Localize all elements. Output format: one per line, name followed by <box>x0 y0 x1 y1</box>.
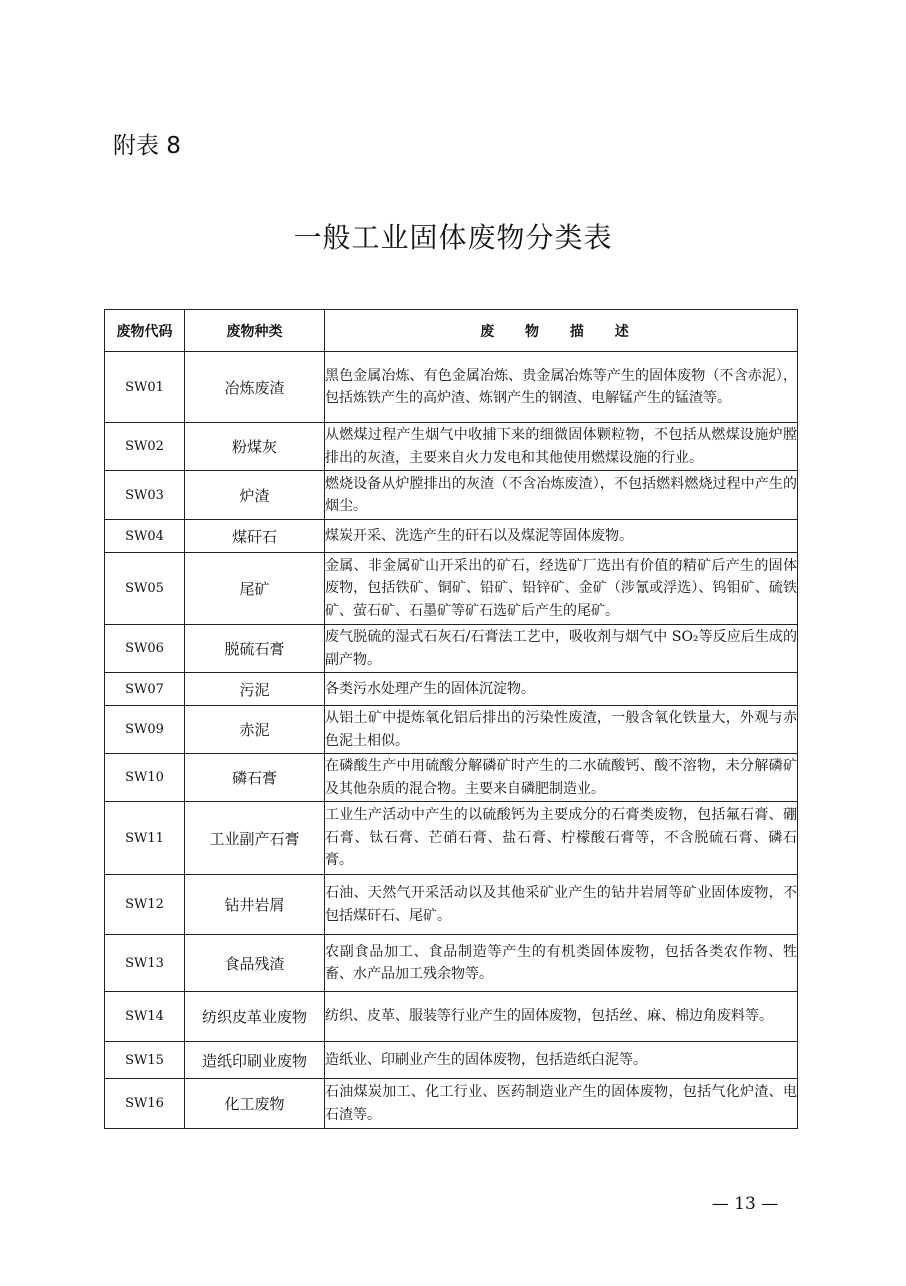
table-row <box>105 1079 798 1129</box>
waste-type-cell: 煤矸石 <box>185 520 325 553</box>
waste-description-cell: 废气脱硫的湿式石灰石/石膏法工艺中，吸收剂与烟气中 SO₂等反应后生成的副产物。 <box>325 625 798 673</box>
header-waste-code: 废物代码 <box>105 310 185 352</box>
waste-description-cell: 金属、非金属矿山开采出的矿石，经选矿厂选出有价值的精矿后产生的固体废物，包括铁矿、铜矿、铅矿、铅锌矿、金矿（涉氰或浮选）、钨钼矿、硫铁矿、萤石矿、石墨矿等矿石选矿后产生的尾矿。 <box>325 553 798 625</box>
waste-type-cell: 磷石膏 <box>185 754 325 802</box>
waste-description-cell: 黑色金属冶炼、有色金属冶炼、贵金属冶炼等产生的固体废物（不含赤泥），包括炼铁产生的高炉渣、炼钢产生的钢渣、电解锰产生的锰渣等。 <box>325 352 798 423</box>
table-row <box>105 423 798 471</box>
waste-description-cell: 煤炭开采、洗选产生的矸石以及煤泥等固体废物。 <box>325 520 798 553</box>
waste-code-cell: SW14 <box>105 992 185 1042</box>
waste-type-cell: 化工废物 <box>185 1079 325 1129</box>
waste-type-cell: 赤泥 <box>185 706 325 754</box>
appendix-label: 附表 8 <box>113 133 181 159</box>
table-row <box>105 875 798 935</box>
table-row <box>105 673 798 706</box>
waste-type-cell: 炉渣 <box>185 471 325 520</box>
table-row <box>105 471 798 520</box>
table-row <box>105 520 798 553</box>
waste-type-cell: 食品残渣 <box>185 935 325 992</box>
waste-code-cell: SW02 <box>105 423 185 471</box>
waste-classification-table <box>104 309 798 1129</box>
waste-description-cell: 从燃煤过程产生烟气中收捕下来的细微固体颗粒物，不包括从燃煤设施炉膛排出的灰渣，主要来自火力发电和其他使用燃煤设施的行业。 <box>325 423 798 471</box>
waste-type-cell: 冶炼废渣 <box>185 352 325 423</box>
waste-description-cell: 燃烧设备从炉膛排出的灰渣（不含冶炼废渣），不包括燃料燃烧过程中产生的烟尘。 <box>325 471 798 520</box>
waste-description-cell: 石油、天然气开采活动以及其他采矿业产生的钻井岩屑等矿业固体废物，不包括煤矸石、尾矿。 <box>325 875 798 935</box>
table-row <box>105 352 798 423</box>
waste-type-cell: 污泥 <box>185 673 325 706</box>
table-row <box>105 754 798 802</box>
waste-type-cell: 钻井岩屑 <box>185 875 325 935</box>
waste-description-cell: 造纸业、印刷业产生的固体废物，包括造纸白泥等。 <box>325 1042 798 1079</box>
waste-description-cell: 在磷酸生产中用硫酸分解磷矿时产生的二水硫酸钙、酸不溶物，未分解磷矿及其他杂质的混合物。主要来自磷肥制造业。 <box>325 754 798 802</box>
waste-code-cell: SW06 <box>105 625 185 673</box>
waste-code-cell: SW05 <box>105 553 185 625</box>
waste-type-cell: 纺织皮革业废物 <box>185 992 325 1042</box>
page-number: — 13 — <box>711 1194 779 1214</box>
table-row <box>105 1042 798 1079</box>
waste-type-cell: 工业副产石膏 <box>185 802 325 875</box>
waste-code-cell: SW15 <box>105 1042 185 1079</box>
waste-description-cell: 各类污水处理产生的固体沉淀物。 <box>325 673 798 706</box>
header-waste-description: 废 物 描 述 <box>325 310 798 352</box>
waste-code-cell: SW12 <box>105 875 185 935</box>
table-row <box>105 553 798 625</box>
waste-type-cell: 造纸印刷业废物 <box>185 1042 325 1079</box>
table-row <box>105 935 798 992</box>
waste-description-cell: 农副食品加工、食品制造等产生的有机类固体废物，包括各类农作物、牲畜、水产品加工残余物等。 <box>325 935 798 992</box>
waste-description-cell: 石油煤炭加工、化工行业、医药制造业产生的固体废物，包括气化炉渣、电石渣等。 <box>325 1079 798 1129</box>
waste-code-cell: SW16 <box>105 1079 185 1129</box>
waste-description-cell: 纺织、皮革、服装等行业产生的固体废物，包括丝、麻、棉边角废料等。 <box>325 992 798 1042</box>
waste-description-cell: 从铝土矿中提炼氧化铝后排出的污染性废渣，一般含氧化铁量大，外观与赤色泥土相似。 <box>325 706 798 754</box>
waste-code-cell: SW10 <box>105 754 185 802</box>
table-row <box>105 625 798 673</box>
waste-code-cell: SW01 <box>105 352 185 423</box>
waste-type-cell: 尾矿 <box>185 553 325 625</box>
waste-code-cell: SW04 <box>105 520 185 553</box>
waste-type-cell: 粉煤灰 <box>185 423 325 471</box>
waste-type-cell: 脱硫石膏 <box>185 625 325 673</box>
waste-code-cell: SW07 <box>105 673 185 706</box>
page-title: 一般工业固体废物分类表 <box>293 221 613 254</box>
waste-code-cell: SW11 <box>105 802 185 875</box>
waste-code-cell: SW09 <box>105 706 185 754</box>
waste-code-cell: SW03 <box>105 471 185 520</box>
table-row <box>105 992 798 1042</box>
table-header-row <box>105 310 798 352</box>
table-row <box>105 706 798 754</box>
table-row <box>105 802 798 875</box>
header-waste-type: 废物种类 <box>185 310 325 352</box>
waste-code-cell: SW13 <box>105 935 185 992</box>
waste-description-cell: 工业生产活动中产生的以硫酸钙为主要成分的石膏类废物，包括氟石膏、硼石膏、钛石膏、芒硝石膏、盐石膏、柠檬酸石膏等，不含脱硫石膏、磷石膏。 <box>325 802 798 875</box>
